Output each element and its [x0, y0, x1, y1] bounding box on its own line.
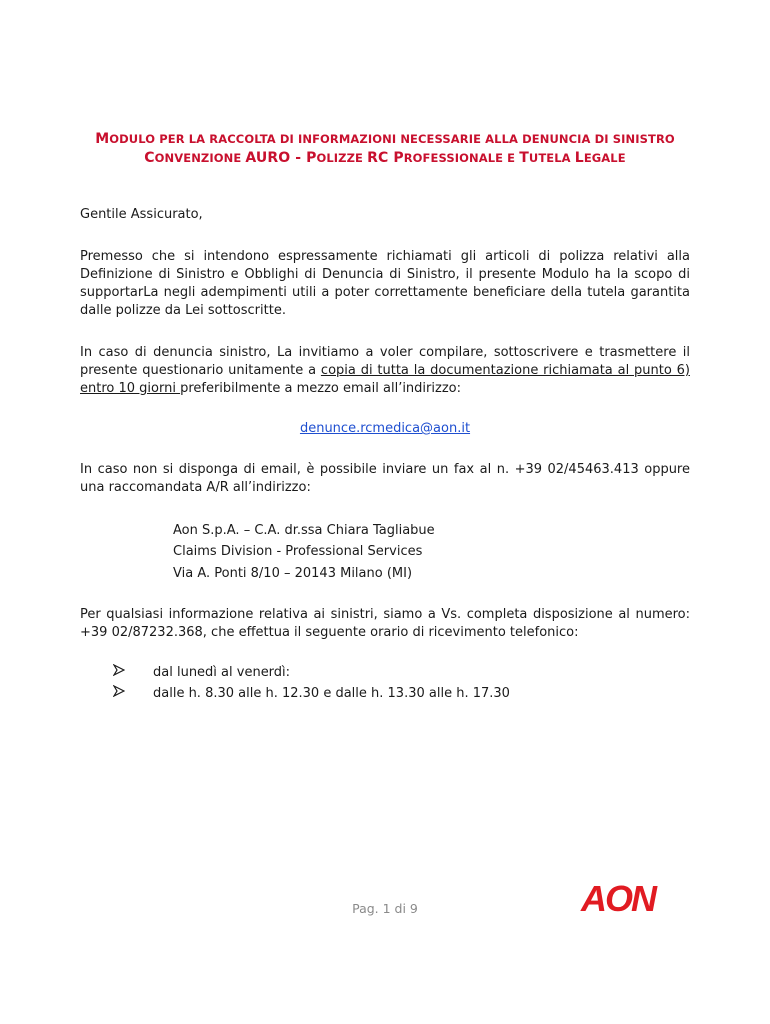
paragraph-premise: Premesso che si intendono espressamente richiamati gli articoli di polizza relativi alla Definizione di Sinistro e Obblighi di Denuncia di Sinistro, il presente Modulo ha la scopo di supportarLa negli adempimenti utili a poter correttamente beneficiare della tutela garantita dalle polizze da Lei sottoscritte.: [80, 249, 690, 318]
title-seg5-rest: EGALE: [583, 151, 626, 165]
paragraph-instructions-text: In caso di denuncia sinistro, La invitiamo a voler compilare, sottoscrivere e trasmettere il presente questionario unitamente a: [80, 345, 690, 378]
paragraph-phone: Per qualsiasi informazione relativa ai sinistri, siamo a Vs. completa disposizione al numero: +39 02/87232.368, che effettua il seguente orario di ricevimento telefonico:: [80, 607, 690, 640]
title-seg3-big: RC P: [367, 150, 404, 166]
address-line-3: Via A. Ponti 8/10 – 20143 Milano (MI): [173, 566, 413, 581]
aon-logo-text: AON: [581, 878, 655, 918]
title-seg2-rest: OLIZZE: [316, 151, 368, 165]
paragraph-instructions-tail: preferibilmente a mezzo email all’indirizzo:: [180, 381, 461, 396]
address-line-2: Claims Division - Professional Services: [173, 544, 423, 559]
paragraph-fax: In caso non si disponga di email, è possibile inviare un fax al n. +39 02/45463.413 oppure una raccomandata A/R all’indirizzo:: [80, 462, 690, 495]
title-seg4-big: T: [519, 150, 529, 166]
arrowhead-bullet-icon: [113, 664, 153, 682]
document-title-line-1: [0, 131, 770, 147]
title-seg4-rest: UTELA: [528, 151, 575, 165]
address-line-1: Aon S.p.A. – C.A. dr.ssa Chiara Tagliabue: [173, 523, 435, 538]
title-text: ODULO PER LA RACCOLTA DI INFORMAZIONI NECESSARIE ALLA DENUNCIA DI SINISTRO: [109, 132, 675, 146]
page-number: Pag. 1 di 9: [352, 901, 418, 916]
document-title-line-2: [0, 150, 770, 166]
paragraph-instructions: [80, 344, 690, 398]
title-seg5-big: L: [574, 150, 584, 166]
email-link[interactable]: denunce.rcmedica@aon.it: [299, 421, 471, 436]
title-seg1-big: C: [144, 150, 155, 166]
list-item-text: dalle h. 8.30 alle h. 12.30 e dalle h. 13.30 alle h. 17.30: [153, 686, 510, 701]
title-initial: M: [95, 131, 110, 147]
aon-logo: [572, 878, 664, 918]
title-seg2-big: AURO - P: [245, 150, 317, 166]
paragraph-instructions-underlined: copia di tutta la documentazione richiamata al punto 6) entro 10 giorni: [80, 363, 690, 396]
arrowhead-bullet-icon: [113, 685, 153, 703]
list-item-text: dal lunedì al venerdì:: [153, 665, 291, 680]
greeting: Gentile Assicurato,: [80, 207, 203, 222]
list-item: [113, 685, 510, 703]
list-item: [113, 664, 290, 682]
title-seg1-rest: ONVENZIONE: [154, 151, 246, 165]
title-seg3-rest: ROFESSIONALE E: [403, 151, 520, 165]
